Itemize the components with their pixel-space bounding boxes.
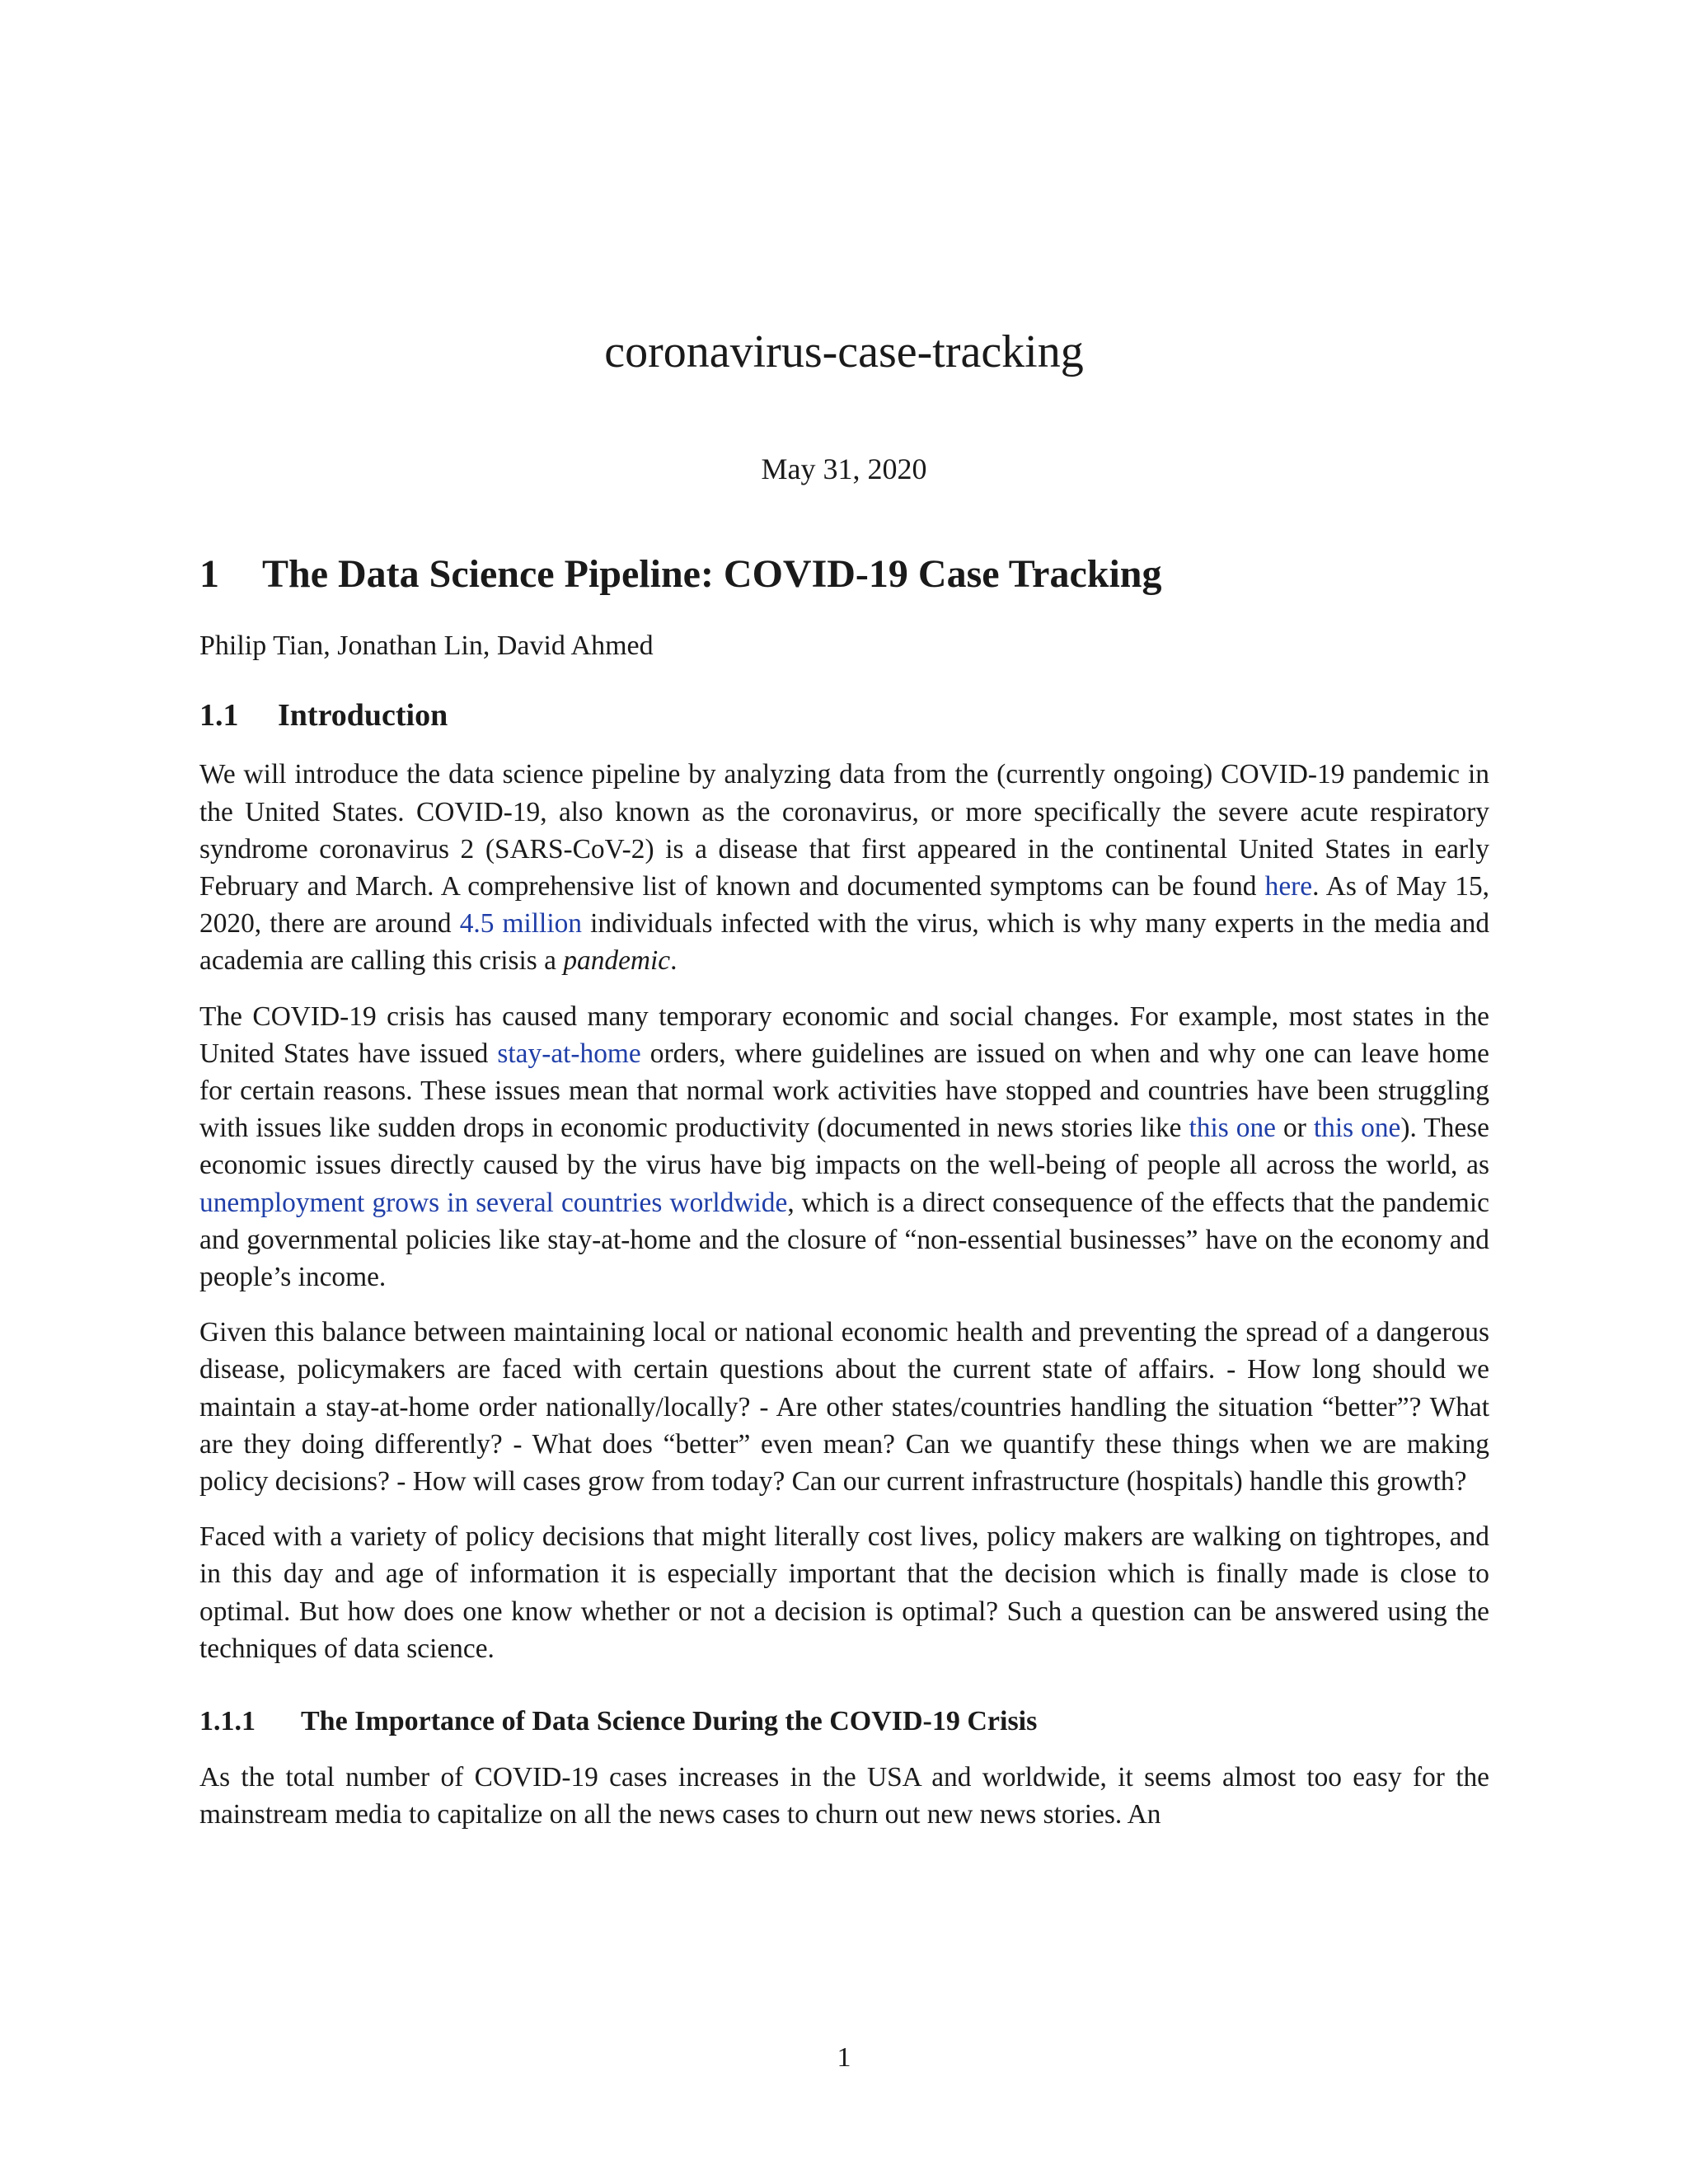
text-run: individuals infected with the virus, which is why many experts in the media and academia are calling this crisis a <box>199 908 1490 977</box>
text-run: . <box>670 945 678 977</box>
text-run: or <box>1275 1113 1314 1144</box>
paragraph-data-science-importance: As the total number of COVID-19 cases increases in the USA and worldwide, it seems almost too easy for the mainstream media to capitalize on all the news cases to churn out new news stories. An <box>199 1761 1489 1830</box>
document-body <box>199 551 1489 1851</box>
infected-count-link[interactable]: 4.5 million <box>459 908 583 940</box>
section-1-heading <box>199 551 1489 598</box>
paragraph-economic <box>199 998 1489 1296</box>
section-1-number: 1 <box>199 552 219 596</box>
text-run: , which is a direct consequence of the effects that the pandemic and governmental policies like stay-at-home and the closure of “non-essential businesses” have on the economy and people’s income. <box>199 1187 1489 1293</box>
text-run: ). These economic issues directly caused by the virus have big impacts on the well-being of people all across the world, as <box>199 1113 1489 1181</box>
stay-at-home-link[interactable]: stay-at-home <box>497 1038 641 1069</box>
unemployment-link[interactable]: unemployment grows in several countries worldwide <box>199 1187 788 1218</box>
authors: Philip Tian, Jonathan Lin, David Ahmed <box>199 630 654 661</box>
section-1-1-heading <box>199 697 1489 735</box>
section-1-1-title: Introduction <box>278 697 448 733</box>
symptoms-link[interactable]: here <box>1264 870 1313 902</box>
news-story-link-2[interactable]: this one <box>1313 1113 1401 1144</box>
paragraph-intro <box>199 756 1489 979</box>
page-number: 1 <box>837 2042 851 2073</box>
document-date: May 31, 2020 <box>761 452 927 485</box>
paragraph-policy-decisions: Faced with a variety of policy decisions that might literally cost lives, policy makers are walking on tightropes, and in this day and age of information it is especially important that the decision which is finally made is close to optimal. But how does one know whether or not a decision is optimal? Such a question can be answered using the techniques of data science. <box>199 1521 1489 1664</box>
paragraph-policy-questions: Given this balance between maintaining local or national economic health and preventing the spread of a dangerous disease, policymakers are faced with certain questions about the current state of affairs. - How long should we maintain a stay-at-home order nationally/locally? - Are other states/countries handling the situation “better”? What are they doing differently? - What does “better” even mean? Can we quantify these things when we are making policy decisions? - How will cases grow from today? Can our current infrastructure (hospitals) handle this growth? <box>199 1317 1489 1497</box>
text-run: We will introduce the data science pipeline by analyzing data from the (currently ongoing) COVID-19 pandemic in the United States. COVID-19, also known as the coronavirus, or more specifically the severe acute respiratory syndrome coronavirus 2 (SARS-CoV-2) is a disease that first appeared in the continental United States in early February and March. A comprehensive list of known and documented symptoms can be found <box>199 759 1489 902</box>
document-title: coronavirus-case-tracking <box>604 326 1084 377</box>
section-1-1-1-title: The Importance of Data Science During the COVID-19 Crisis <box>301 1706 1038 1737</box>
section-1-1-1-heading <box>199 1705 1489 1739</box>
news-story-link-1[interactable]: this one <box>1189 1113 1276 1144</box>
text-run: The COVID-19 crisis has caused many temporary economic and social changes. For example, most states in the United States have issued <box>199 1001 1489 1069</box>
text-run: orders, where guidelines are issued on when and why one can leave home for certain reasons. These issues mean that normal work activities have stopped and countries have been struggling with issues like sudden drops in economic productivity (documented in news stories like <box>199 1038 1489 1144</box>
section-1-title: The Data Science Pipeline: COVID-19 Case Tracking <box>262 552 1162 596</box>
text-run: . As of May 15, 2020, there are around <box>199 870 1489 940</box>
section-1-1-1-number: 1.1.1 <box>199 1706 256 1737</box>
section-1-1-number: 1.1 <box>199 697 239 733</box>
emphasis-pandemic: pandemic <box>563 945 671 977</box>
